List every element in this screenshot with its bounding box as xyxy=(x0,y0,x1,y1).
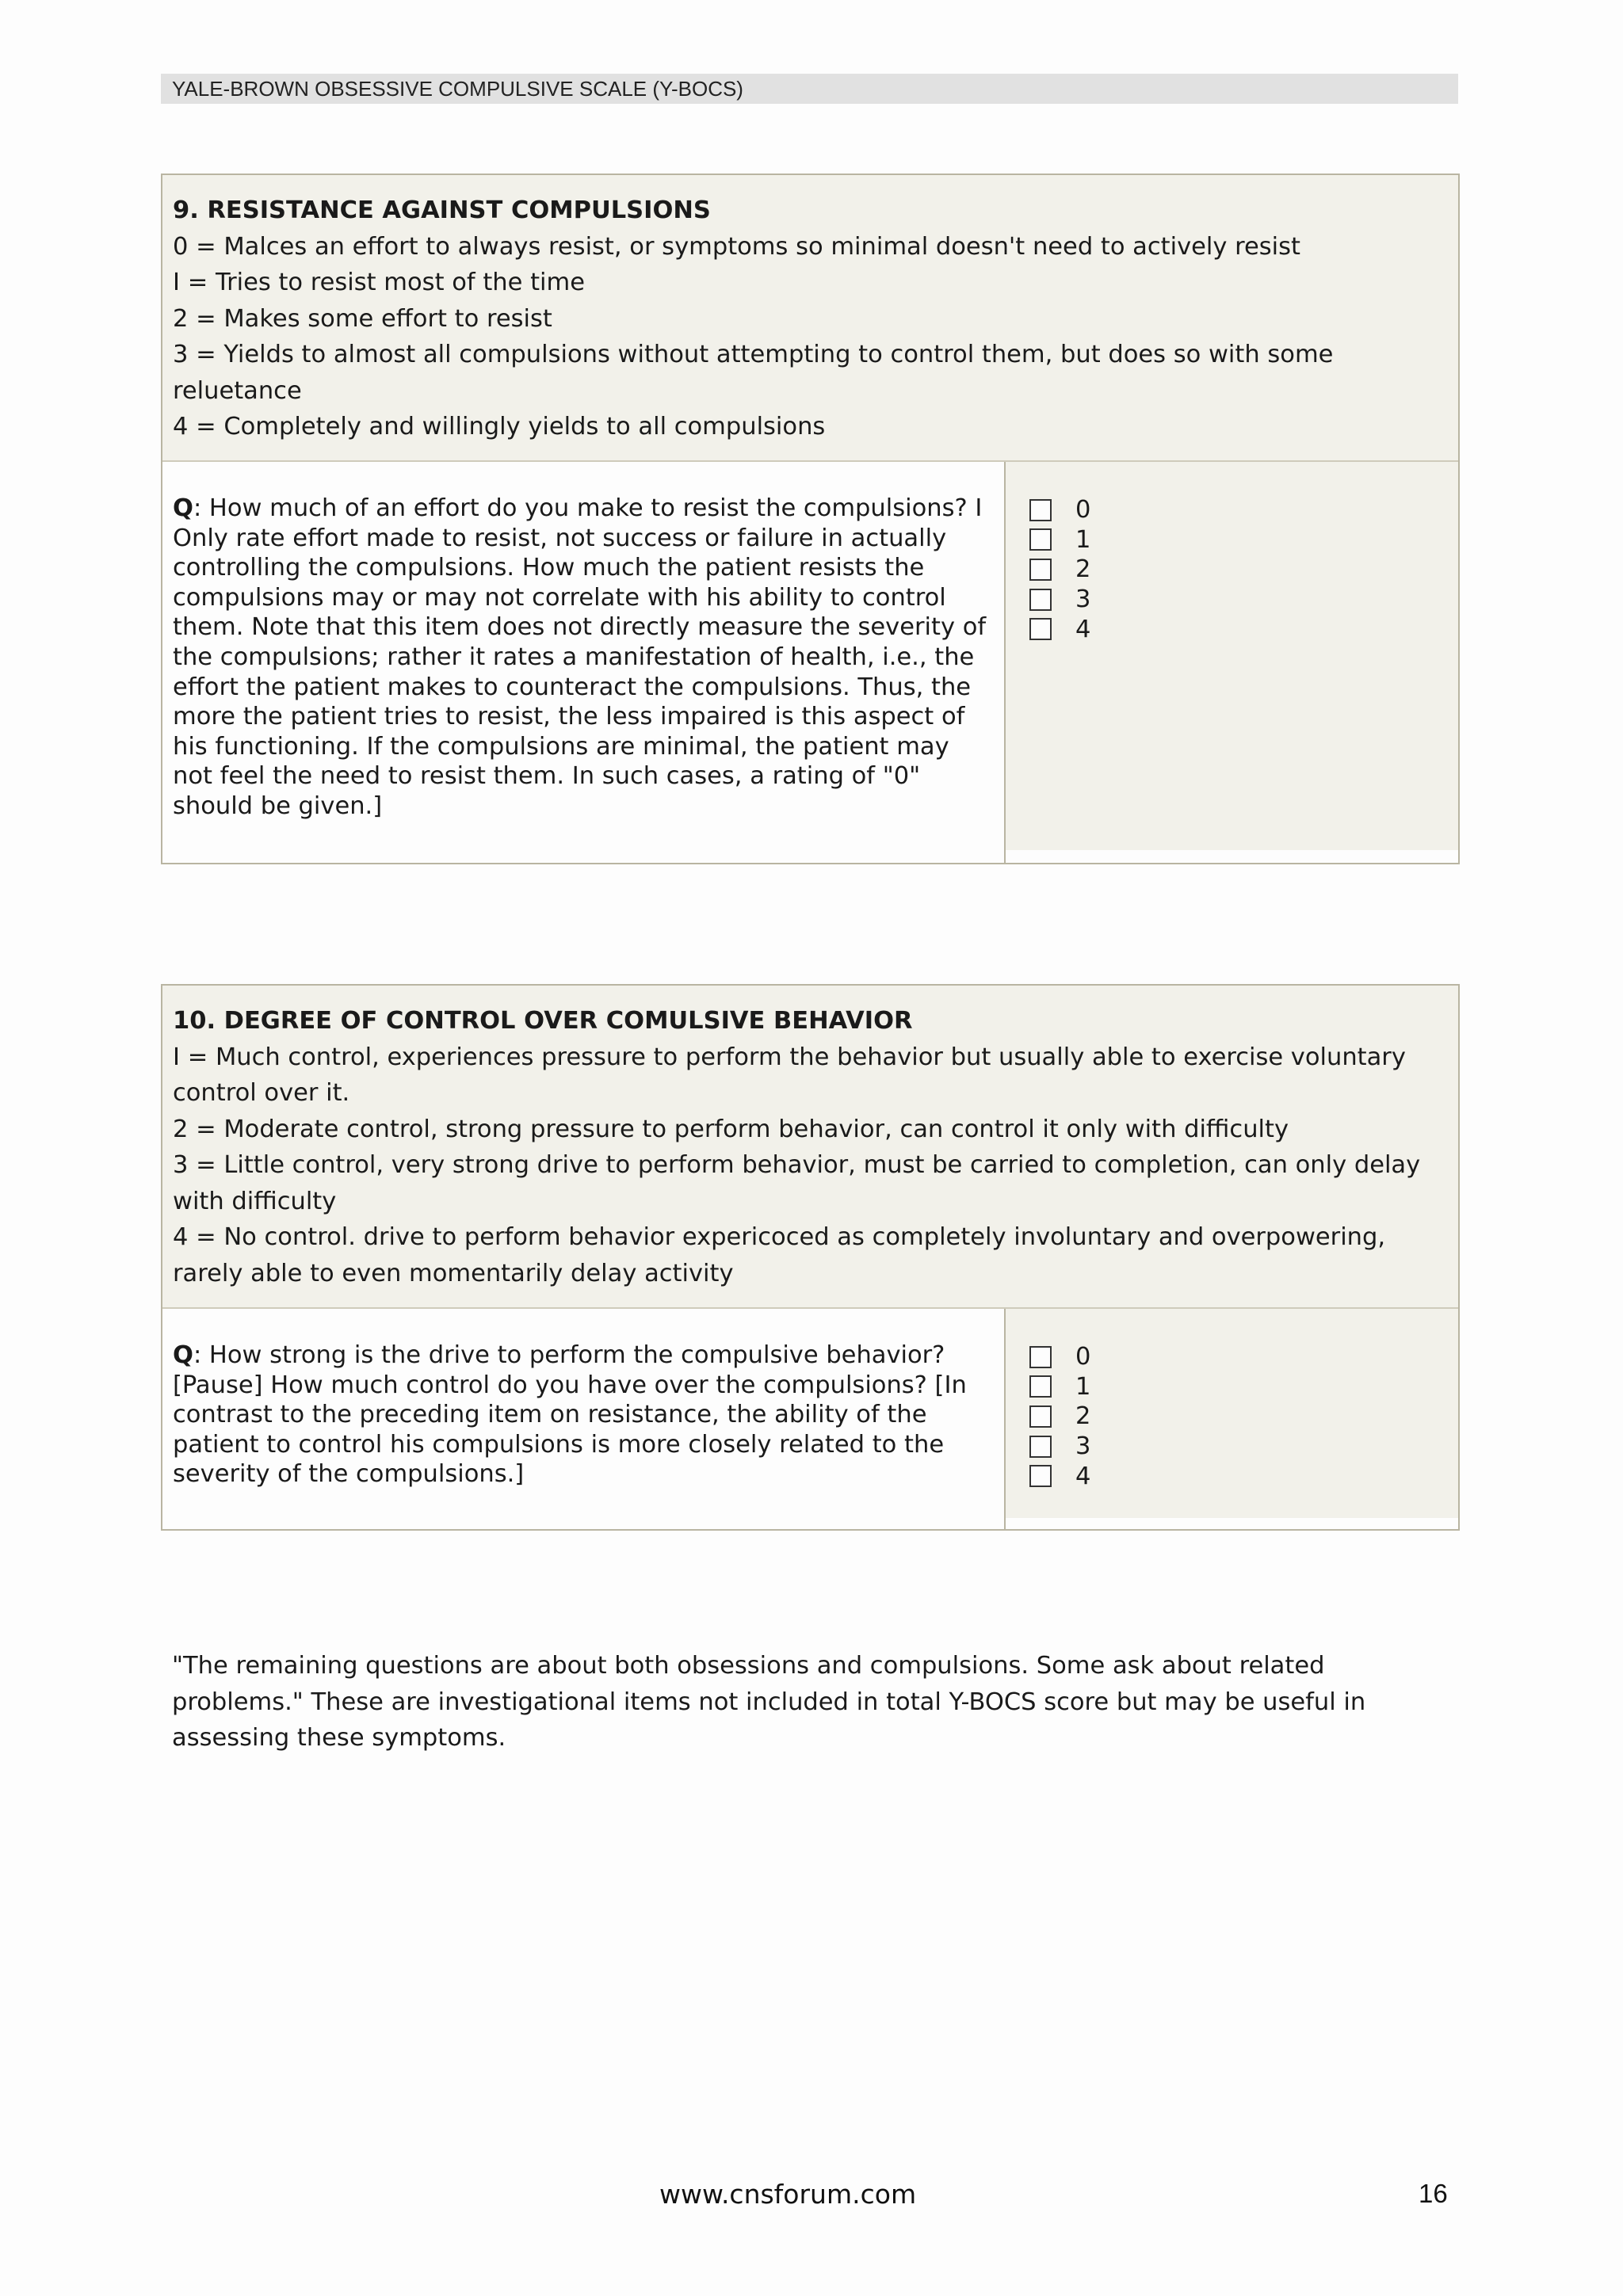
rating-option[interactable] xyxy=(1029,614,1090,644)
rating-option[interactable] xyxy=(1029,1432,1090,1462)
question-cell xyxy=(162,1309,1006,1529)
rating-line: 0 = Malces an effort to always resist, or symptoms so minimal doesn't need to actively resist xyxy=(173,232,1300,261)
question-prefix: Q xyxy=(173,1341,193,1369)
checkbox[interactable] xyxy=(1029,499,1052,521)
checkbox[interactable] xyxy=(1029,1375,1052,1398)
item-title: 10. DEGREE OF CONTROL OVER COMULSIVE BEHAVIOR xyxy=(173,1007,913,1035)
item-10 xyxy=(161,984,1460,1531)
item-10-question-row xyxy=(162,1309,1458,1529)
item-9-definitions xyxy=(162,175,1458,462)
option-label: 0 xyxy=(1075,496,1091,524)
checkbox[interactable] xyxy=(1029,1346,1052,1368)
rating-option[interactable] xyxy=(1029,1372,1090,1402)
footer-url[interactable]: www.cnsforum.com xyxy=(659,2179,917,2210)
option-label: 3 xyxy=(1075,1432,1091,1461)
item-9 xyxy=(161,174,1460,864)
rating-line: 2 = Moderate control, strong pressure to perform behavior, can control it only with difficulty xyxy=(173,1115,1289,1143)
rating-line: 2 = Makes some effort to resist xyxy=(173,304,552,333)
rating-option[interactable] xyxy=(1029,1342,1090,1372)
checkbox[interactable] xyxy=(1029,1436,1052,1458)
rating-option[interactable] xyxy=(1029,1461,1090,1491)
checkbox[interactable] xyxy=(1029,589,1052,611)
rating-option[interactable] xyxy=(1029,555,1090,585)
option-label: 2 xyxy=(1075,1402,1091,1431)
item-title: 9. RESISTANCE AGAINST COMPULSIONS xyxy=(173,196,711,224)
question-text: : How much of an effort do you make to resist the compulsions? I Only rate effort made to resist, not success or failure in actually controlling the compulsions. How much the patient resists the compulsions may or may not correlate with his ability to control them. Note that this item does not directly measure the severity of the compulsions; rather it rates a manifestation of health, i.e., the effort the patient makes to counteract the compulsions. Thus, the more the patient tries to resist, the less impaired is this aspect of his functioning. If the compulsions are minimal, the patient may not feel the need to resist them. In such cases, a rating of "0" should be given.] xyxy=(173,494,987,820)
checkbox[interactable] xyxy=(1029,1465,1052,1487)
rating-options xyxy=(1029,495,1090,644)
option-label: 0 xyxy=(1075,1343,1091,1371)
rating-option[interactable] xyxy=(1029,585,1090,615)
running-header: YALE-BROWN OBSESSIVE COMPULSIVE SCALE (Y-BOCS) xyxy=(161,74,1458,104)
rating-option[interactable] xyxy=(1029,1402,1090,1432)
rating-option[interactable] xyxy=(1029,525,1090,555)
page-number: 16 xyxy=(1419,2179,1448,2208)
options-cell xyxy=(1006,462,1458,863)
rating-line: 3 = Little control, very strong drive to perform behavior, must be carried to completion, can only delay with difficulty xyxy=(173,1151,1421,1215)
options-cell xyxy=(1006,1309,1458,1529)
rating-line: I = Tries to resist most of the time xyxy=(173,269,585,296)
rating-line: 4 = Completely and willingly yields to all compulsions xyxy=(173,413,826,441)
checkbox[interactable] xyxy=(1029,1405,1052,1428)
option-label: 3 xyxy=(1075,585,1091,614)
option-label: 1 xyxy=(1075,525,1091,554)
question-cell xyxy=(162,462,1006,863)
rating-line: I = Much control, experiences pressure to perform the behavior but usually able to exercise voluntary control over it. xyxy=(173,1043,1406,1107)
option-label: 4 xyxy=(1075,615,1091,643)
rating-line: 4 = No control. drive to perform behavior expericoced as completely involuntary and overpowering, rarely able to even momentarily delay activity xyxy=(173,1223,1386,1287)
rating-line: 3 = Yields to almost all compulsions without attempting to control them, but does so with some reluetance xyxy=(173,341,1334,405)
checkbox[interactable] xyxy=(1029,618,1052,640)
checkbox[interactable] xyxy=(1029,528,1052,551)
closing-note: "The remaining questions are about both obsessions and compulsions. Some ask about related problems." These are investigational items not included in total Y-BOCS score but may be useful in assessing these symptoms. xyxy=(172,1652,1366,1752)
rating-option[interactable] xyxy=(1029,495,1090,525)
item-10-definitions xyxy=(162,986,1458,1309)
rating-options xyxy=(1029,1342,1090,1491)
question-text: : How strong is the drive to perform the compulsive behavior? [Pause] How much control do you have over the compulsions? [In contrast to the preceding item on resistance, the ability of the patient to control his compulsions is more closely related to the severity of the compulsions.] xyxy=(173,1341,967,1489)
question-prefix: Q xyxy=(173,494,193,522)
checkbox[interactable] xyxy=(1029,559,1052,581)
option-label: 1 xyxy=(1075,1372,1091,1401)
item-9-question-row xyxy=(162,462,1458,863)
option-label: 4 xyxy=(1075,1462,1091,1490)
option-label: 2 xyxy=(1075,555,1091,584)
